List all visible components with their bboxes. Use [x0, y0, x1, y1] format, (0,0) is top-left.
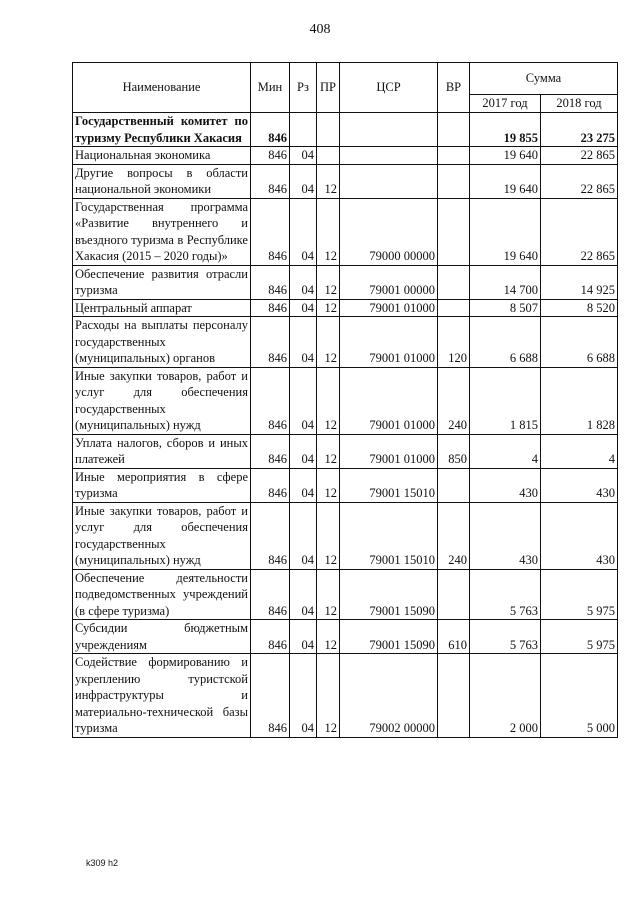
row-name: Другие вопросы в области национальной экономики — [73, 164, 251, 198]
row-rz: 04 — [290, 198, 317, 265]
table-row — [73, 620, 618, 654]
row-name: Содействие формированию и укреплению туристской инфраструктуры и материально-технической базы туризма — [73, 654, 251, 738]
row-sum-2018: 5 975 — [541, 569, 618, 620]
row-vr — [438, 569, 470, 620]
footer-code: k309 h2 — [86, 858, 119, 868]
table-row — [73, 113, 618, 147]
table-row — [73, 299, 618, 317]
row-sum-2017: 4 — [470, 434, 541, 468]
row-name: Государственная программа «Развитие внутреннего и въездного туризма в Республике Хакасия (2015 – 2020 годы)» — [73, 198, 251, 265]
row-sum-2018: 22 865 — [541, 198, 618, 265]
table-row — [73, 654, 618, 738]
row-rz: 04 — [290, 569, 317, 620]
row-name: Расходы на выплаты персоналу государственных (муниципальных) органов — [73, 317, 251, 368]
row-pr: 12 — [317, 265, 340, 299]
row-csr: 79001 01000 — [340, 367, 438, 434]
row-sum-2018: 1 828 — [541, 367, 618, 434]
row-sum-2017: 19 855 — [470, 113, 541, 147]
row-name: Центральный аппарат — [73, 299, 251, 317]
row-min: 846 — [251, 198, 290, 265]
table-row — [73, 317, 618, 368]
row-sum-2017: 6 688 — [470, 317, 541, 368]
table-row — [73, 434, 618, 468]
row-sum-2018: 22 865 — [541, 147, 618, 165]
row-sum-2017: 1 815 — [470, 367, 541, 434]
row-name: Иные закупки товаров, работ и услуг для обеспечения государственных (муниципальных) нужд — [73, 502, 251, 569]
row-sum-2018: 14 925 — [541, 265, 618, 299]
table-body — [73, 113, 618, 738]
row-csr: 79000 00000 — [340, 198, 438, 265]
row-sum-2017: 14 700 — [470, 265, 541, 299]
row-csr: 79001 15010 — [340, 502, 438, 569]
row-csr — [340, 164, 438, 198]
row-rz: 04 — [290, 299, 317, 317]
row-pr: 12 — [317, 164, 340, 198]
table-row — [73, 164, 618, 198]
row-name: Государственный комитет по туризму Республики Хакасия — [73, 113, 251, 147]
row-sum-2017: 5 763 — [470, 569, 541, 620]
row-vr: 240 — [438, 367, 470, 434]
row-sum-2017: 430 — [470, 502, 541, 569]
row-rz: 04 — [290, 164, 317, 198]
row-rz: 04 — [290, 317, 317, 368]
row-name: Обеспечение деятельности подведомственных учреждений (в сфере туризма) — [73, 569, 251, 620]
row-csr: 79001 01000 — [340, 299, 438, 317]
row-sum-2018: 8 520 — [541, 299, 618, 317]
row-rz: 04 — [290, 434, 317, 468]
row-min: 846 — [251, 317, 290, 368]
row-sum-2018: 5 000 — [541, 654, 618, 738]
row-csr: 79001 00000 — [340, 265, 438, 299]
row-rz: 04 — [290, 265, 317, 299]
header-vr: ВР — [438, 63, 470, 113]
row-sum-2018: 23 275 — [541, 113, 618, 147]
row-vr — [438, 654, 470, 738]
header-name: Наименование — [73, 63, 251, 113]
row-pr: 12 — [317, 367, 340, 434]
row-vr — [438, 164, 470, 198]
table-row — [73, 265, 618, 299]
row-pr: 12 — [317, 468, 340, 502]
row-name: Субсидии бюджетным учреждениям — [73, 620, 251, 654]
row-csr — [340, 113, 438, 147]
row-sum-2017: 19 640 — [470, 147, 541, 165]
row-pr — [317, 147, 340, 165]
header-sum: Сумма — [470, 63, 618, 95]
row-csr: 79001 15090 — [340, 620, 438, 654]
row-min: 846 — [251, 468, 290, 502]
header-min: Мин — [251, 63, 290, 113]
header-rz: Рз — [290, 63, 317, 113]
row-sum-2017: 19 640 — [470, 164, 541, 198]
budget-table — [72, 62, 618, 738]
table-row — [73, 367, 618, 434]
row-vr — [438, 198, 470, 265]
row-sum-2017: 5 763 — [470, 620, 541, 654]
table-row — [73, 502, 618, 569]
row-pr: 12 — [317, 620, 340, 654]
header-csr: ЦСР — [340, 63, 438, 113]
row-min: 846 — [251, 654, 290, 738]
row-pr — [317, 113, 340, 147]
row-min: 846 — [251, 113, 290, 147]
table-row — [73, 569, 618, 620]
row-rz: 04 — [290, 620, 317, 654]
row-pr: 12 — [317, 434, 340, 468]
row-rz: 04 — [290, 367, 317, 434]
row-name: Обеспечение развития отрасли туризма — [73, 265, 251, 299]
row-pr: 12 — [317, 317, 340, 368]
row-name: Иные мероприятия в сфере туризма — [73, 468, 251, 502]
row-vr: 120 — [438, 317, 470, 368]
row-name: Иные закупки товаров, работ и услуг для обеспечения государственных (муниципальных) нужд — [73, 367, 251, 434]
header-pr: ПР — [317, 63, 340, 113]
row-csr: 79001 15010 — [340, 468, 438, 502]
row-vr — [438, 147, 470, 165]
row-csr: 79001 15090 — [340, 569, 438, 620]
row-vr: 610 — [438, 620, 470, 654]
row-sum-2017: 8 507 — [470, 299, 541, 317]
row-sum-2017: 2 000 — [470, 654, 541, 738]
row-rz: 04 — [290, 468, 317, 502]
row-min: 846 — [251, 502, 290, 569]
row-pr: 12 — [317, 198, 340, 265]
row-sum-2018: 4 — [541, 434, 618, 468]
row-sum-2018: 5 975 — [541, 620, 618, 654]
row-rz: 04 — [290, 654, 317, 738]
row-vr — [438, 113, 470, 147]
row-min: 846 — [251, 299, 290, 317]
row-pr: 12 — [317, 569, 340, 620]
page-number: 408 — [309, 22, 331, 37]
row-min: 846 — [251, 265, 290, 299]
row-sum-2017: 430 — [470, 468, 541, 502]
row-csr: 79001 01000 — [340, 317, 438, 368]
row-min: 846 — [251, 147, 290, 165]
row-rz: 04 — [290, 147, 317, 165]
row-vr: 240 — [438, 502, 470, 569]
header-year-2017: 2017 год — [470, 95, 541, 113]
row-sum-2017: 19 640 — [470, 198, 541, 265]
table-row — [73, 198, 618, 265]
row-csr — [340, 147, 438, 165]
row-vr: 850 — [438, 434, 470, 468]
row-csr: 79001 01000 — [340, 434, 438, 468]
row-min: 846 — [251, 569, 290, 620]
row-min: 846 — [251, 164, 290, 198]
table-row — [73, 468, 618, 502]
row-pr: 12 — [317, 654, 340, 738]
row-sum-2018: 430 — [541, 468, 618, 502]
row-vr — [438, 299, 470, 317]
row-name: Национальная экономика — [73, 147, 251, 165]
row-min: 846 — [251, 620, 290, 654]
row-vr — [438, 265, 470, 299]
row-rz: 04 — [290, 502, 317, 569]
table-row — [73, 147, 618, 165]
row-sum-2018: 22 865 — [541, 164, 618, 198]
row-min: 846 — [251, 367, 290, 434]
row-sum-2018: 6 688 — [541, 317, 618, 368]
row-min: 846 — [251, 434, 290, 468]
row-vr — [438, 468, 470, 502]
row-name: Уплата налогов, сборов и иных платежей — [73, 434, 251, 468]
row-csr: 79002 00000 — [340, 654, 438, 738]
table-header — [73, 63, 618, 113]
row-rz — [290, 113, 317, 147]
row-sum-2018: 430 — [541, 502, 618, 569]
row-pr: 12 — [317, 502, 340, 569]
row-pr: 12 — [317, 299, 340, 317]
header-year-2018: 2018 год — [541, 95, 618, 113]
